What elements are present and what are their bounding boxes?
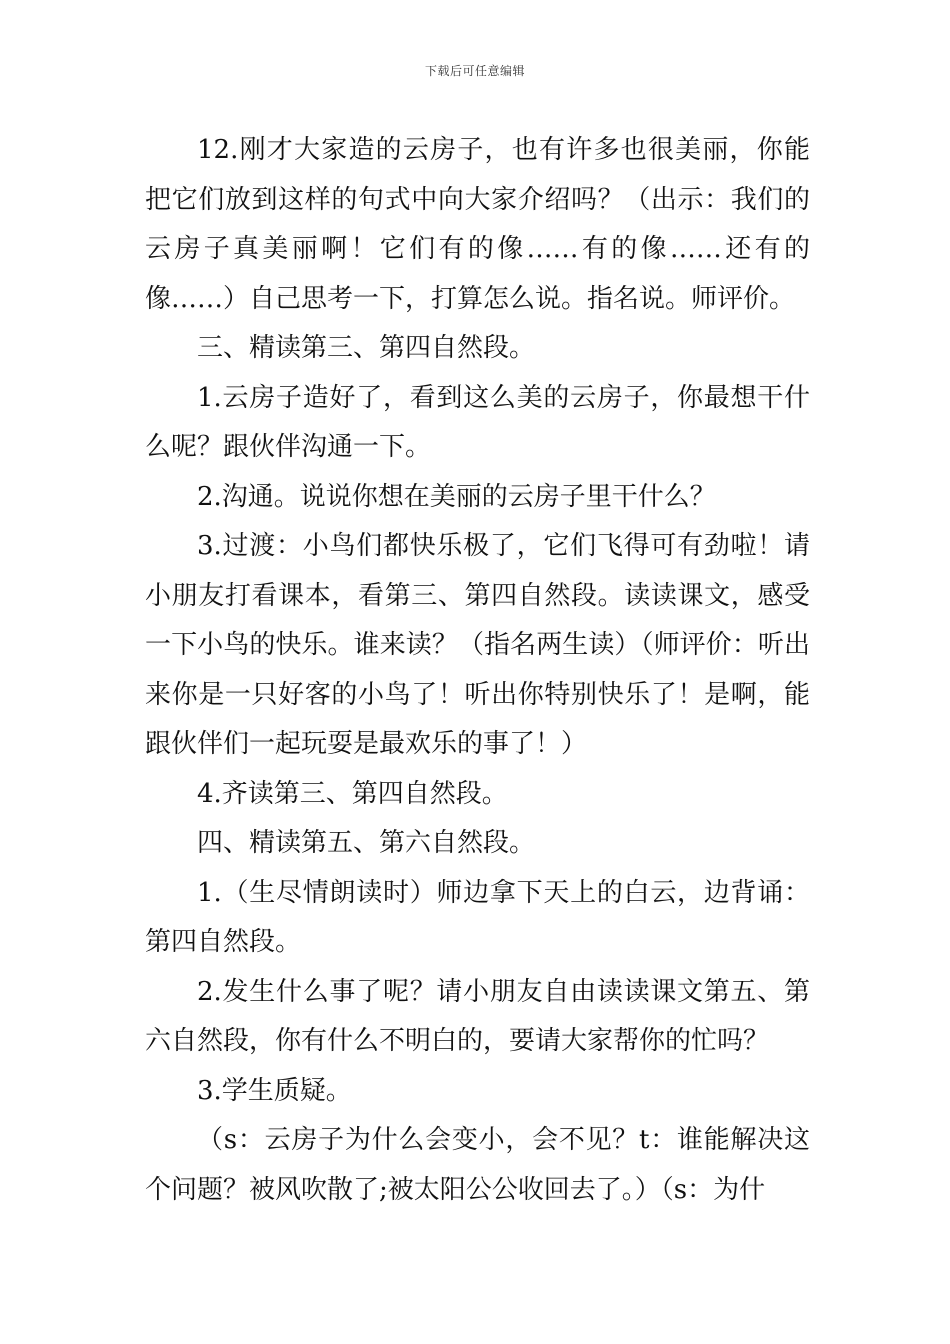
paragraph-4-2: 2.发生什么事了呢？请小朋友自由读读课文第五、第六自然段，你有什么不明白的，要请大家帮你的忙吗？: [145, 976, 810, 1056]
paragraph-4-3: 3.学生质疑。: [197, 1075, 352, 1106]
paragraph-1: 12.刚才大家造的云房子，也有许多也很美丽，你能把它们放到这样的句式中向大家介绍吗？（出示：我们的云房子真美丽啊！它们有的像……有的像……还有的像……）自己思考一下，打算怎么说。指名说。师评价。: [145, 135, 810, 314]
paragraph-3-3: 3.过渡：小鸟们都快乐极了，它们飞得可有劲啦！请小朋友打看课本，看第三、第四自然段。读读课文，感受一下小鸟的快乐。谁来读？（指名两生读）（师评价：听出来你是一只好客的小鸟了！听出你特别快乐了！是啊，能跟伙伴们一起玩耍是最欢乐的事了！）: [145, 531, 810, 759]
paragraph-3-2: 2.沟通。说说你想在美丽的云房子里干什么？: [197, 481, 716, 512]
paragraph-4-1: 1.（生尽情朗读时）师边拿下天上的白云，边背诵：第四自然段。: [145, 877, 810, 957]
paragraph-3-4: 4.齐读第三、第四自然段。: [197, 778, 508, 809]
section-heading-3: 三、精读第三、第四自然段。: [197, 333, 536, 363]
paragraph-3-1: 1.云房子造好了，看到这么美的云房子，你最想干什么呢？跟伙伴沟通一下。: [145, 382, 810, 462]
document-body: [145, 126, 810, 1215]
section-heading-4: 四、精读第五、第六自然段。: [197, 828, 536, 858]
paragraph-4-3-note: （s：云房子为什么会变小，会不见？t：谁能解决这个问题？被风吹散了;被太阳公公收回去了。）（s：为什: [145, 1125, 810, 1205]
page-header: 下载后可任意编辑: [424, 64, 525, 78]
